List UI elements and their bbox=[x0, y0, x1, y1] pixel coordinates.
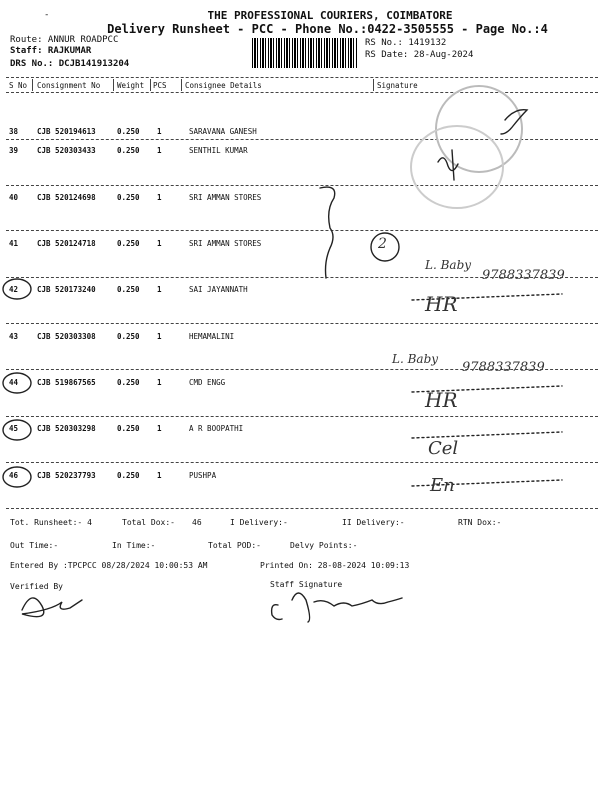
drs-number: DRS No.: DCJB141913204 bbox=[10, 59, 130, 69]
row-weight: 0.250 bbox=[117, 378, 140, 387]
row-consignee: A R BOOPATHI bbox=[189, 424, 244, 433]
i-delivery: I Delivery:- bbox=[230, 518, 288, 527]
row-sno: 46 bbox=[9, 471, 19, 480]
entered-by: Entered By :TPCPCC 08/28/2024 10:00:53 AM bbox=[10, 561, 208, 570]
row-pcs: 1 bbox=[157, 127, 162, 136]
rs-date: RS Date: 28-Aug-2024 bbox=[365, 50, 474, 60]
handwritten-note: L. Baby bbox=[425, 258, 472, 272]
row-sno: 39 bbox=[9, 146, 19, 155]
out-time: Out Time:- bbox=[10, 541, 59, 550]
handwritten-signature: En bbox=[430, 475, 455, 496]
col-header-consignment: Consignment No bbox=[37, 81, 101, 90]
delvy-points: Delvy Points:- bbox=[290, 541, 358, 550]
handwritten-signature: HR bbox=[425, 292, 458, 316]
row-consignment: CJB 520124698 bbox=[37, 193, 96, 202]
signature-row-39 bbox=[438, 150, 458, 180]
bracket-mark bbox=[320, 187, 335, 278]
rs-number: RS No.: 1419132 bbox=[365, 38, 447, 48]
sno-circle bbox=[3, 279, 31, 299]
col-header-pcs: PCS bbox=[153, 81, 167, 90]
row-weight: 0.250 bbox=[117, 332, 140, 341]
row-consignment: CJB 520124718 bbox=[37, 239, 96, 248]
row-weight: 0.250 bbox=[117, 193, 140, 202]
row-consignment: CJB 520303298 bbox=[37, 424, 96, 433]
tot-runsheet: Tot. Runsheet:- 4 bbox=[10, 518, 92, 527]
sno-circle bbox=[3, 467, 31, 487]
staff-signature bbox=[272, 593, 402, 622]
row-sno: 41 bbox=[9, 239, 19, 248]
col-header-weight: Weight bbox=[117, 81, 145, 90]
row-consignment: CJB 520237793 bbox=[37, 471, 96, 480]
handwritten-signature: HR bbox=[425, 388, 458, 412]
row-consignee: SRI AMMAN STORES bbox=[189, 193, 262, 202]
row-weight: 0.250 bbox=[117, 239, 140, 248]
row-sno: 44 bbox=[9, 378, 19, 387]
stamp-scribble bbox=[501, 110, 527, 134]
row-consignment: CJB 520303308 bbox=[37, 332, 96, 341]
row-consignee: SAI JAYANNATH bbox=[189, 285, 248, 294]
handwritten-note: L. Baby bbox=[392, 352, 439, 366]
row-consignee: CMD ENGG bbox=[189, 378, 226, 387]
row-consignee: SRI AMMAN STORES bbox=[189, 239, 262, 248]
row-consignment: CJB 520303433 bbox=[37, 146, 96, 155]
row-weight: 0.250 bbox=[117, 424, 140, 433]
row-pcs: 1 bbox=[157, 146, 162, 155]
row-consignee: HEMAMALINI bbox=[189, 332, 235, 341]
row-weight: 0.250 bbox=[117, 146, 140, 155]
row-consignee: PUSHPA bbox=[189, 471, 217, 480]
row-weight: 0.250 bbox=[117, 127, 140, 136]
ii-delivery: II Delivery:- bbox=[342, 518, 405, 527]
row-sno: 42 bbox=[9, 285, 19, 294]
row-pcs: 1 bbox=[157, 239, 162, 248]
handwritten-number: 2 bbox=[378, 236, 387, 252]
col-header-sno: S No bbox=[9, 81, 28, 90]
handwritten-phone: 9788337839 bbox=[482, 268, 565, 283]
total-pod: Total POD:- bbox=[208, 541, 261, 550]
rtn-dox: RTN Dox:- bbox=[458, 518, 502, 527]
handwritten-phone: 9788337839 bbox=[462, 360, 545, 375]
verified-by-signature bbox=[22, 598, 82, 617]
col-header-signature: Signature bbox=[377, 81, 418, 90]
company-title: THE PROFESSIONAL COURIERS, COIMBATORE bbox=[207, 9, 453, 22]
row-consignment: CJB 520194613 bbox=[37, 127, 96, 136]
handwritten-signature: Cel bbox=[428, 438, 459, 459]
row-consignment: CJB 520173240 bbox=[37, 285, 96, 294]
row-pcs: 1 bbox=[157, 332, 162, 341]
row-sno: 38 bbox=[9, 127, 19, 136]
row-pcs: 1 bbox=[157, 378, 162, 387]
row-weight: 0.250 bbox=[117, 285, 140, 294]
total-dox-label: Total Dox:- bbox=[122, 518, 175, 527]
row-weight: 0.250 bbox=[117, 471, 140, 480]
col-header-consignee: Consignee Details bbox=[185, 81, 262, 90]
total-dox-value: 46 bbox=[192, 518, 202, 527]
row-sno: 43 bbox=[9, 332, 19, 341]
row-consignment: CJB 519867565 bbox=[37, 378, 96, 387]
sno-circle bbox=[3, 420, 31, 440]
dot-mark: - bbox=[44, 10, 50, 20]
staff-label: Staff: RAJKUMAR bbox=[10, 46, 92, 56]
row-sno: 45 bbox=[9, 424, 19, 433]
staff-signature-label: Staff Signature bbox=[270, 580, 343, 589]
row-pcs: 1 bbox=[157, 471, 162, 480]
row-consignee: SARAVANA GANESH bbox=[189, 127, 257, 136]
verified-by-label: Verified By bbox=[10, 582, 63, 591]
runsheet-subtitle: Delivery Runsheet - PCC - Phone No.:0422-3505555 - Page No.:4 bbox=[107, 22, 548, 36]
row-sno: 40 bbox=[9, 193, 19, 202]
in-time: In Time:- bbox=[112, 541, 156, 550]
row-consignee: SENTHIL KUMAR bbox=[189, 146, 248, 155]
row-pcs: 1 bbox=[157, 285, 162, 294]
route-label: Route: ANNUR ROADPCC bbox=[10, 35, 119, 45]
row-pcs: 1 bbox=[157, 424, 162, 433]
row-pcs: 1 bbox=[157, 193, 162, 202]
printed-on: Printed On: 28-08-2024 10:09:13 bbox=[260, 561, 410, 570]
sno-circle bbox=[3, 373, 31, 393]
